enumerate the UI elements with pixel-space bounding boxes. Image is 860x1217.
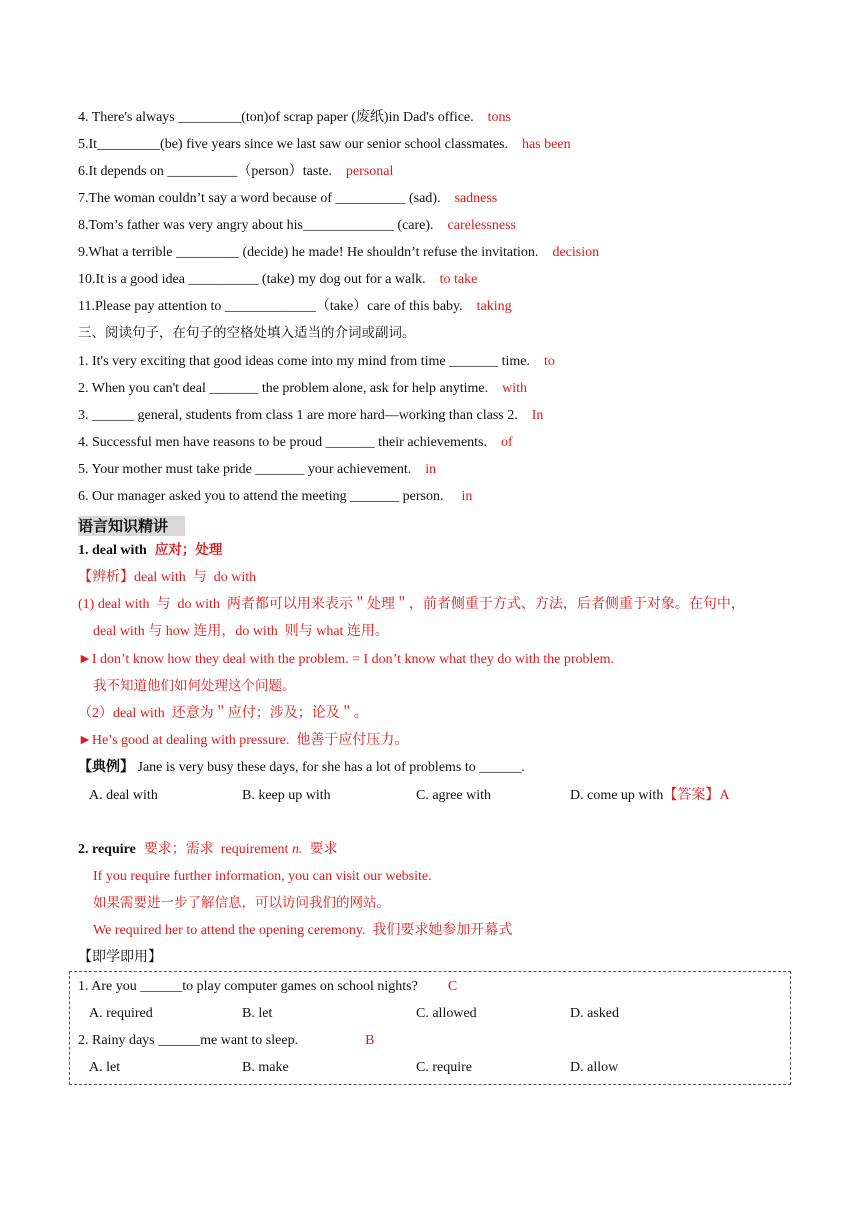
answer-text: carelessness [447,218,516,233]
option: A. deal with [89,788,158,803]
answer-text: in [425,462,437,477]
item-title-en: 1. deal with [78,543,147,558]
practice-item [78,980,457,994]
answer-text: to [544,354,555,369]
item-title-cn: 应对；处理 [154,542,223,558]
question-text: 1. Are you ______to play computer games on school nights? [78,979,418,994]
option-text: D. come up with [570,788,664,803]
answer-text: of [501,435,513,450]
option: D. asked [570,1006,619,1021]
answer-text: taking [476,299,512,314]
question-text: 8.Tom’s father was very angry about his_____________ (care). [78,218,434,233]
answer-text: has been [522,137,571,152]
question-text: 11.Please pay attention to _____________（take）care of this baby. [78,299,463,314]
option [570,789,729,803]
part-of-speech: n. [291,842,303,857]
exercise-item [78,355,555,369]
exercise-item [78,300,512,314]
question-text: 4. Successful men have reasons to be proud _______ their achievements. [78,435,488,450]
practice-label: 【即学即用】 [78,950,162,965]
question-text: 5.It_________(be) five years since we last saw our senior school classmates. [78,137,508,152]
analysis-label: 【辨析】deal with 与 do with [78,570,257,585]
example-cn: 我不知道他们如何处理这个问题。 [93,678,296,694]
question-text: 6.It depends on __________（person）taste. [78,164,332,179]
answer-text: tons [487,110,511,125]
meaning-text: 要求；需求 requirement [143,842,292,857]
practice-item [78,1034,374,1048]
option: A. let [89,1060,121,1075]
item-title [78,544,222,558]
typical-example [78,761,525,775]
exercise-item [78,273,477,287]
question-text: 2. Rainy days ______me want to sleep. [78,1033,299,1048]
item-title [78,843,337,857]
exercise-item [78,463,436,477]
answer-text: to take [439,272,478,287]
exercise-item [78,192,497,206]
example-text: ►He’s good at dealing with pressure. 他善于应付压力。 [78,733,409,748]
exercise-item [78,409,543,423]
question-text: 9.What a terrible _________ (decide) he made! He shouldn’t refuse the invitation. [78,245,539,260]
exercise-item [78,111,511,125]
example-text: We required her to attend the opening ceremony. 我们要求她参加开幕式 [93,923,513,938]
question-text: 1. It's very exciting that good ideas come into my mind from time _______ time. [78,354,530,369]
point-text: deal with 与 how 连用，do with 则与 what 连用。 [93,624,389,639]
question-text: 10.It is a good idea __________ (take) my dog out for a walk. [78,272,426,287]
exercise-item [78,219,516,233]
question-text: 7.The woman couldn’t say a word because of __________ (sad). [78,191,441,206]
typical-label: 【典例】 [78,760,134,775]
section-header: 语言知识精讲 [78,516,185,536]
option: B. keep up with [242,788,331,803]
answer-text: decision [552,245,600,260]
question-text: 3. ______ general, students from class 1 are more hard—working than class 2. [78,408,518,423]
question-text: Jane is very busy these days, for she has a lot of problems to ______. [134,760,525,775]
answer-text: 【答案】A [663,788,730,803]
meaning-text: 要求 [302,842,338,857]
answer-text: personal [345,164,394,179]
question-text: 4. There's always _________(ton)of scrap paper (废纸)in Dad's office. [78,110,474,125]
section-title: 三、阅读句子，在句子的空格处填入适当的介词或副词。 [78,325,416,341]
answer-text: B [365,1033,375,1048]
exercise-item [78,436,513,450]
exercise-item [78,382,527,396]
example-en: If you require further information, you can visit our website. [93,869,432,884]
option: C. allowed [416,1006,477,1021]
answer-text: in [461,489,473,504]
question-text: 6. Our manager asked you to attend the meeting _______ person. [78,489,444,504]
option: D. allow [570,1060,619,1075]
point-text: （2）deal with 还意为＂应付；涉及；论及＂。 [78,706,368,721]
item-title-en: 2. require [78,842,136,857]
option: B. let [242,1006,273,1021]
answer-text: with [502,381,527,396]
question-text: 5. Your mother must take pride _______ your achievement. [78,462,412,477]
option: C. require [416,1060,472,1075]
point-text: (1) deal with 与 do with 两者都可以用来表示＂处理＂，前者侧重于方式、方法，后者侧重于对象。在句中， [78,597,745,612]
example-cn: 如果需要进一步了解信息，可以访问我们的网站。 [93,895,390,911]
option: B. make [242,1060,289,1075]
question-text: 2. When you can't deal _______ the problem alone, ask for help anytime. [78,381,489,396]
example-en: ►I don’t know how they deal with the problem. = I don’t know what they do with the problem. [78,652,615,667]
option: C. agree with [416,788,492,803]
exercise-item [78,165,393,179]
exercise-item [78,246,599,260]
exercise-item [78,490,472,504]
option: A. required [89,1006,153,1021]
exercise-item [78,138,571,152]
answer-text: In [531,408,544,423]
answer-text: sadness [454,191,498,206]
answer-text: C [447,979,458,994]
